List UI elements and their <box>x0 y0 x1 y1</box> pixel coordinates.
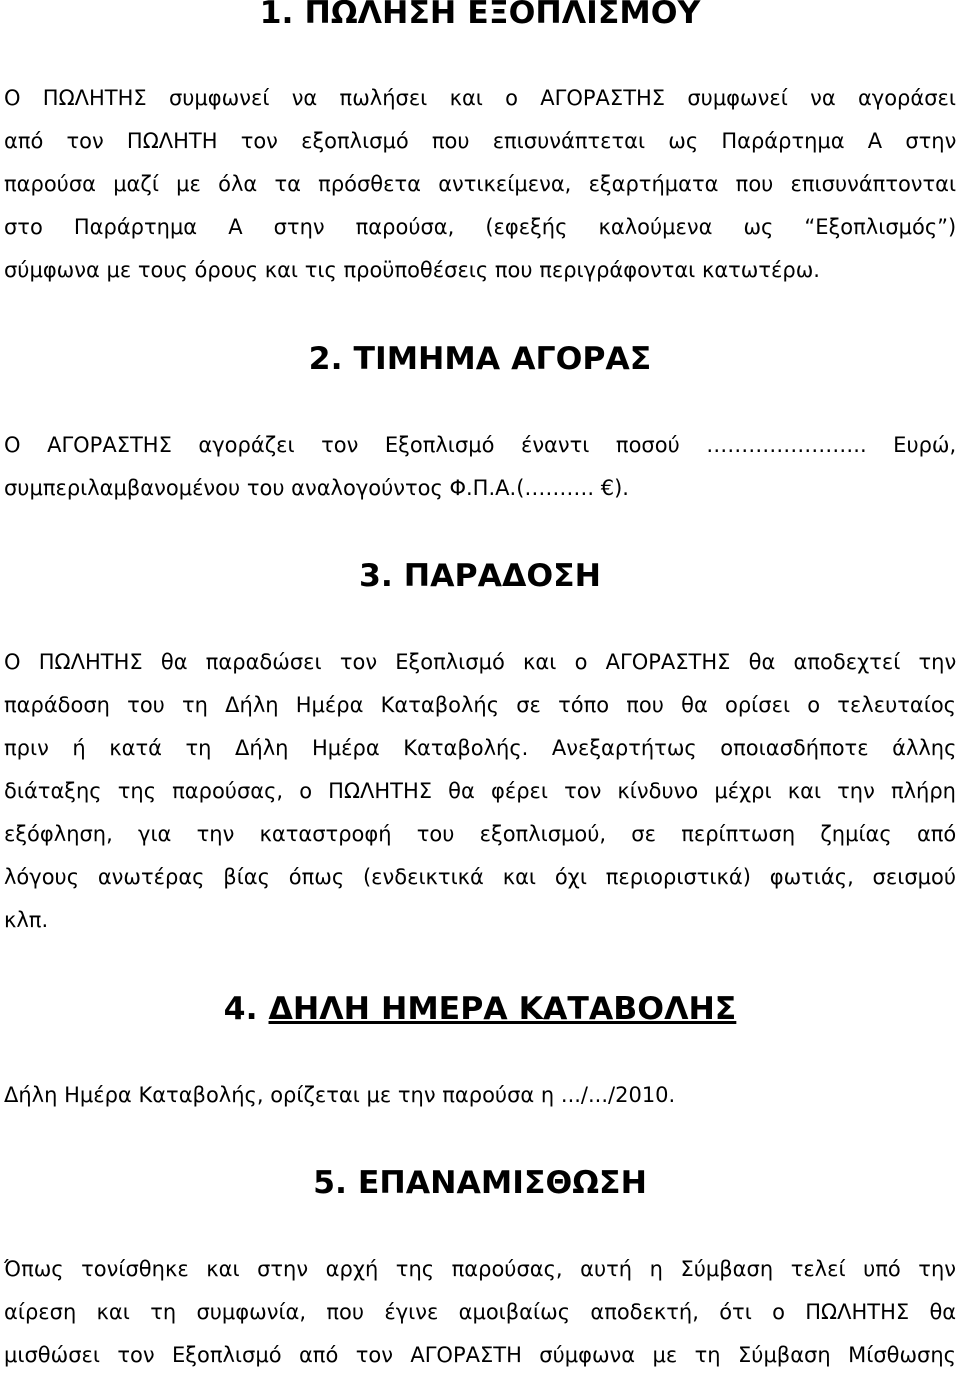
paragraph-line: Όπως τονίσθηκε και στην αρχή της παρούσας, αυτή η Σύμβαση τελεί υπό την <box>4 1257 956 1281</box>
section-4-title: ΔΗΛΗ ΗΜΕΡΑ ΚΑΤΑΒΟΛΗΣ <box>268 991 737 1027</box>
paragraph-line: Ο ΠΩΛΗΤΗΣ συμφωνεί να πωλήσει και ο ΑΓΟΡΑΣΤΗΣ συμφωνεί να αγοράσει <box>4 86 956 110</box>
section-3-heading: 3. ΠΑΡΑΔΟΣΗ <box>358 558 602 594</box>
section-4-number: 4. <box>223 991 269 1027</box>
paragraph-line: από τον ΠΩΛΗΤΗ τον εξοπλισμό που επισυνάπτεται ως Παράρτημα Α στην <box>4 129 957 153</box>
paragraph-line: Δήλη Ημέρα Καταβολής, ορίζεται με την παρούσα η .../.../2010. <box>4 1083 676 1107</box>
paragraph-line: πριν ή κατά τη Δήλη Ημέρα Καταβολής. Ανεξαρτήτως οποιασδήποτε άλλης <box>4 736 957 760</box>
section-5-paragraph <box>4 1248 956 1377</box>
paragraph-line: κλπ. <box>4 908 49 932</box>
paragraph-line: αίρεση και τη συμφωνία, που έγινε αμοιβαίως αποδεκτή, ότι ο ΠΩΛΗΤΗΣ θα <box>4 1300 957 1324</box>
section-4-paragraph <box>4 1074 956 1117</box>
section-2-paragraph <box>4 424 956 510</box>
section-2-heading: 2. ΤΙΜΗΜΑ ΑΓΟΡΑΣ <box>308 341 652 377</box>
paragraph-line: στο Παράρτημα Α στην παρούσα, (εφεξής καλούμενα ως “Εξοπλισμός”) <box>4 215 957 239</box>
paragraph-line: λόγους ανωτέρας βίας όπως (ενδεικτικά και όχι περιοριστικά) φωτιάς, σεισμού <box>4 865 956 889</box>
paragraph-line: Ο ΠΩΛΗΤΗΣ θα παραδώσει τον Εξοπλισμό και ο ΑΓΟΡΑΣΤΗΣ θα αποδεχτεί την <box>4 650 957 674</box>
paragraph-line: διάταξης της παρούσας, ο ΠΩΛΗΤΗΣ θα φέρει τον κίνδυνο μέχρι και την πλήρη <box>4 779 956 803</box>
paragraph-line: παρούσα μαζί με όλα τα πρόσθετα αντικείμενα, εξαρτήματα που επισυνάπτονται <box>4 172 957 196</box>
paragraph-line: εξόφληση, για την καταστροφή του εξοπλισμού, σε περίπτωση ζημίας από <box>4 822 957 846</box>
paragraph-line: μισθώσει τον Εξοπλισμό από τον ΑΓΟΡΑΣΤΗ σύμφωνα με τη Σύμβαση Μίσθωσης <box>4 1343 956 1367</box>
section-5-heading: 5. ΕΠΑΝΑΜΙΣΘΩΣΗ <box>313 1165 647 1201</box>
paragraph-line: παράδοση του τη Δήλη Ημέρα Καταβολής σε τόπο που θα ορίσει ο τελευταίος <box>4 693 956 717</box>
section-4-heading <box>0 991 960 1027</box>
section-1-heading: 1. ΠΩΛΗΣΗ ΕΞΟΠΛΙΣΜΟΥ <box>259 0 701 31</box>
section-1-paragraph <box>4 77 956 292</box>
section-3-paragraph <box>4 641 956 942</box>
paragraph-line: Ο ΑΓΟΡΑΣΤΗΣ αγοράζει τον Εξοπλισμό έναντι ποσού ………………….. Ευρώ, <box>4 433 957 457</box>
paragraph-line: συμπεριλαμβανομένου του αναλογούντος Φ.Π.Α.(………. €). <box>4 476 629 500</box>
paragraph-line: σύμφωνα με τους όρους και τις προϋποθέσεις που περιγράφονται κατωτέρω. <box>4 258 820 282</box>
